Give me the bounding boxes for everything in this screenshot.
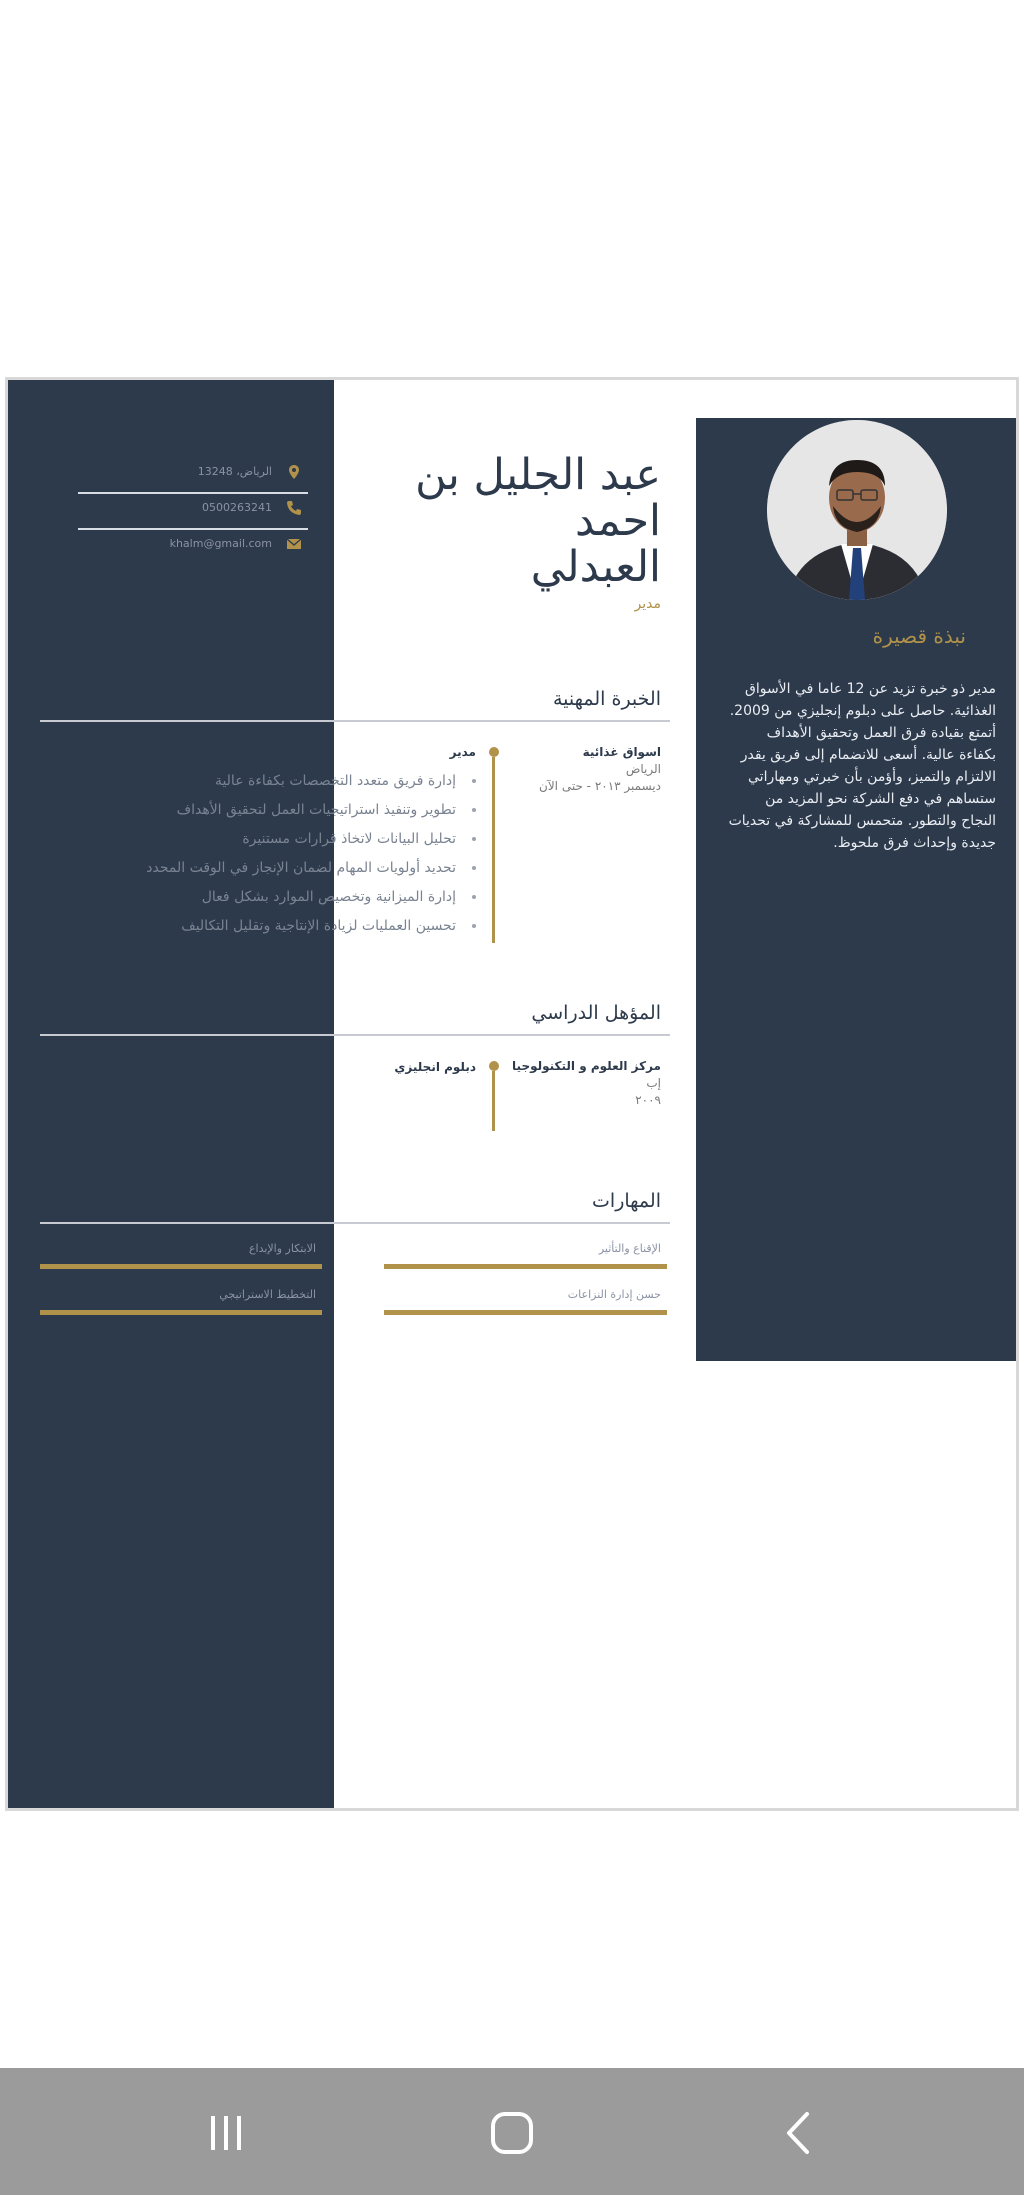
skill-label: الإقناع والتأثير — [598, 1242, 661, 1255]
experience-timeline-dot — [489, 747, 499, 757]
institution-name: مركز العلوم و التكنولوجيا — [512, 1059, 661, 1073]
email-text: khalm@gmail.com — [169, 537, 272, 550]
education-timeline-dot — [489, 1061, 499, 1071]
experience-bullet: تحسين العمليات لزيادة الإنتاجية وتقليل التكاليف — [76, 918, 476, 934]
contact-address — [78, 458, 308, 494]
home-icon[interactable] — [477, 2098, 547, 2168]
name-line-3: العبدلي — [530, 542, 661, 592]
experience-title: الخبرة المهنية — [552, 688, 661, 710]
name-line-1: عبد الجليل بن — [415, 450, 661, 500]
full-name — [331, 452, 661, 590]
skill-label: الابتكار والإبداع — [248, 1242, 316, 1255]
profile-photo — [767, 420, 947, 600]
skill-label: التخطيط الاستراتيجي — [219, 1288, 316, 1301]
company-city: الرياض — [625, 762, 661, 776]
job-role: مدير — [634, 596, 661, 612]
education-rule — [40, 1034, 670, 1036]
experience-bullet: تحليل البيانات لاتخاذ قرارات مستنيرة — [76, 831, 476, 847]
skill-bar — [384, 1264, 667, 1269]
education-meta — [512, 1058, 661, 1109]
phone-text: 0500263241 — [202, 501, 272, 514]
map-pin-icon — [286, 464, 302, 480]
skill-bar — [40, 1310, 322, 1315]
about-title: نبذة قصيرة — [872, 624, 966, 648]
name-line-2: احمد — [575, 496, 661, 546]
experience-bullet: إدارة فريق متعدد التخصصات بكفاءة عالية — [76, 773, 476, 789]
skills-title: المهارات — [592, 1190, 661, 1212]
mail-icon — [286, 536, 302, 552]
system-navigation-bar — [0, 2068, 1024, 2195]
phone-icon — [286, 500, 302, 516]
degree-name: دبلوم انجليزي — [394, 1060, 476, 1074]
experience-job-title: مدير — [449, 745, 476, 759]
left-dark-band — [8, 380, 334, 1808]
skill-bar — [40, 1264, 322, 1269]
recent-apps-icon[interactable] — [191, 2098, 261, 2168]
education-month: إب — [646, 1076, 661, 1090]
contact-phone — [78, 494, 308, 530]
address-text: الرياض، 13248 — [197, 465, 272, 478]
experience-bullet: تطوير وتنفيذ استراتيجيات العمل لتحقيق الأهداف — [76, 802, 476, 818]
skills-rule — [40, 1222, 670, 1224]
company-name: اسواق غذائية — [582, 745, 661, 759]
experience-bullet: إدارة الميزانية وتخصيص الموارد بشكل فعال — [76, 889, 476, 905]
contact-email — [78, 530, 308, 566]
skill-label: حسن إدارة النزاعات — [567, 1288, 661, 1301]
education-title: المؤهل الدراسي — [531, 1002, 661, 1024]
about-text: مدير ذو خبرة تزيد عن 12 عاما في الأسواق الغذائية. حاصل على دبلوم إنجليزي من 2009. أتمتع بقيادة فرق العمل وتحقيق الأهداف بكفاءة عالية. أسعى للانضمام إلى فريق يقدر الالتزام والتميز، وأؤمن بأن خبرتي ومهاراتي ستساهم في دفع الشركة نحو المزيد من النجاح والتطور. متحمس للمشاركة في تحديات جديدة وإحداث فرق ملحوظ. — [728, 681, 996, 851]
employment-period: ديسمبر ٢٠١٣ - حتى الآن — [539, 779, 661, 793]
back-icon[interactable] — [765, 2098, 835, 2168]
resume-page — [5, 377, 1019, 1811]
education-year: ٢٠٠٩ — [635, 1093, 661, 1107]
experience-timeline-line — [492, 757, 495, 943]
education-timeline-line — [492, 1071, 495, 1131]
experience-meta — [539, 744, 661, 795]
experience-rule — [40, 720, 670, 722]
experience-bullet: تحديد أولويات المهام لضمان الإنجاز في الوقت المحدد — [76, 860, 476, 876]
skill-bar — [384, 1310, 667, 1315]
